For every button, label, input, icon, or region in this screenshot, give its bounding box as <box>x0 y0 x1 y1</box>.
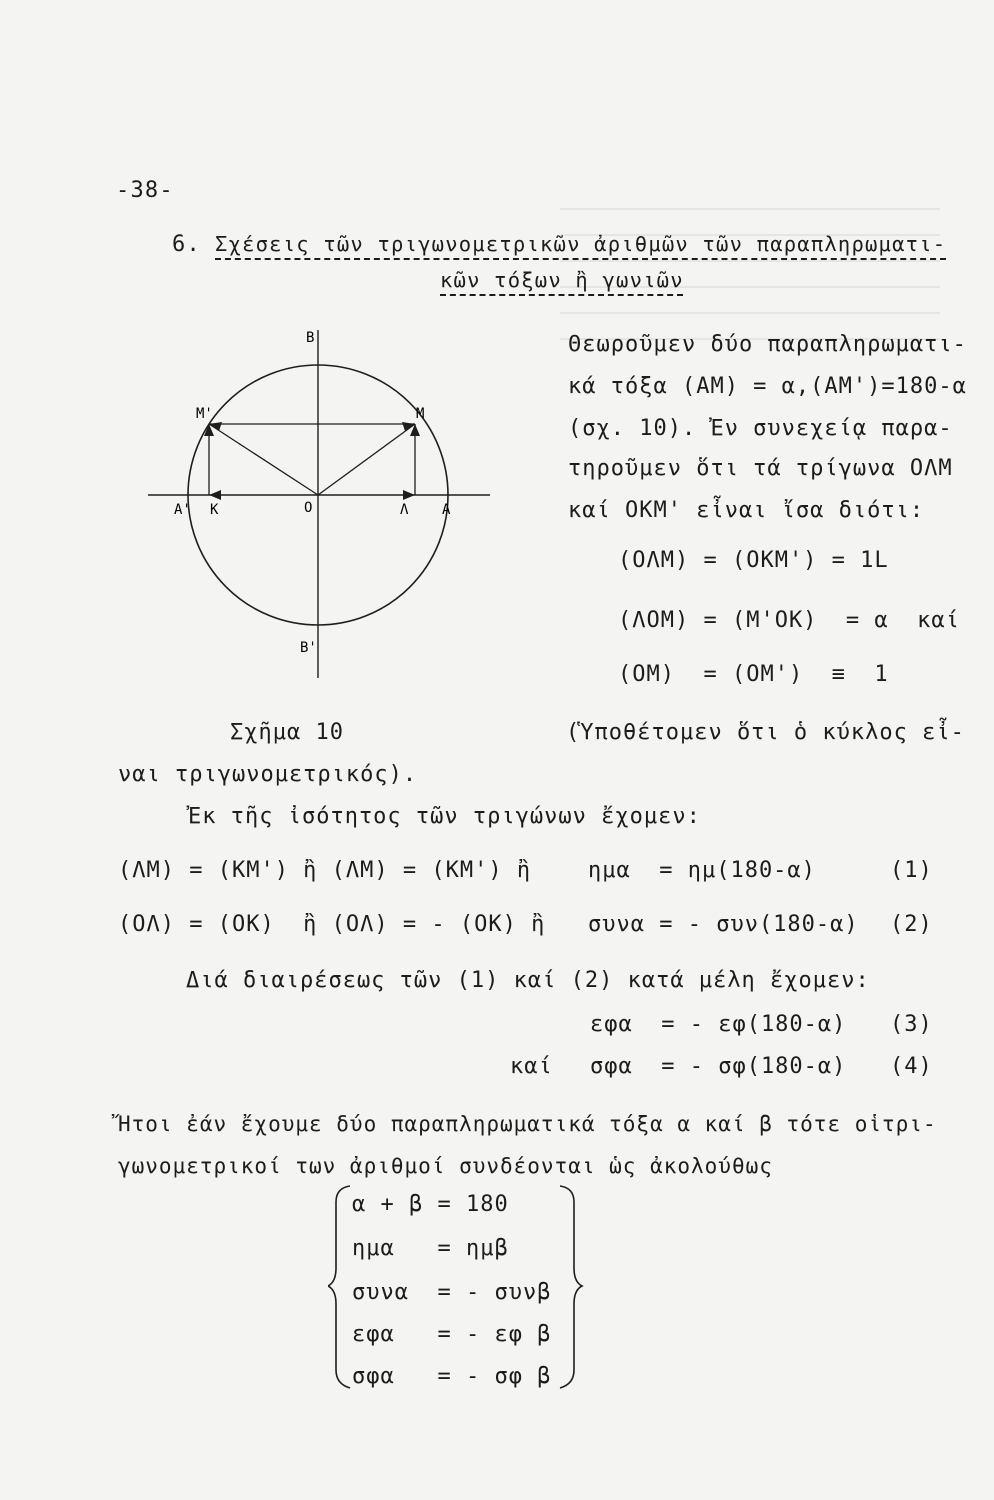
unit-circle-figure <box>140 318 500 688</box>
right-text-line: κά τόξα (AM) = α,(AM')=180-α <box>568 374 967 399</box>
radius-OM <box>318 424 415 495</box>
equality-line: (OM) = (OM') ≡ 1 <box>618 662 889 687</box>
conclusion-line2: γωνομετρικοί των ἀριθμοί συνδέονται ὡς ἀκολούθως <box>118 1154 773 1178</box>
equation-left: (OΛ) = (OK) ἢ (OΛ) = - (OK) ἢ <box>118 912 546 937</box>
equation-mid: συνα = - συν(180-α) <box>588 912 859 937</box>
equality-line: (OΛM) = (OKM') = 1L <box>618 548 889 573</box>
label-Lambda: Λ <box>400 502 409 518</box>
page-number: -38- <box>116 178 174 203</box>
equation-number: (2) <box>890 912 933 937</box>
section-number: 6. <box>172 232 201 257</box>
from-equality-text: Ἐκ τῆς ἰσότητος τῶν τριγώνων ἔχομεν: <box>188 804 701 829</box>
equation-number: (4) <box>890 1054 933 1079</box>
right-text-line: τηροῦμεν ὅτι τά τρίγωνα OΛM <box>568 456 953 481</box>
label-A-prime: A' <box>174 502 191 518</box>
right-text-line: (σχ. 10). Ἐν συνεχείᾳ παρα- <box>568 416 953 441</box>
equation-mid: εφα = - εφ(180-α) <box>590 1012 847 1037</box>
left-brace <box>328 1186 350 1388</box>
system-line: συνα = - συνβ <box>352 1280 552 1305</box>
label-M-prime: M' <box>196 406 213 422</box>
conclusion-line1: Ἤτοι ἐάν ἔχουμε δύο παραπληρωματικά τόξα α καί β τότε οἱτρι- <box>118 1112 937 1136</box>
equation-mid: ημα = ημ(180-α) <box>588 858 816 883</box>
equality-line: (ΛOM) = (M'OK) = α καί <box>618 608 960 633</box>
arrowhead <box>403 490 415 500</box>
arrowhead <box>209 490 221 500</box>
equation-number: (1) <box>890 858 933 883</box>
label-K: K <box>210 502 219 518</box>
figure-caption: Σχῆμα 10 <box>230 720 344 745</box>
hypothesis-text: (Ὑποθέτομεν ὅτι ὁ κύκλος εἶ- <box>566 720 965 745</box>
equation-mid: σφα = - σφ(180-α) <box>590 1054 847 1079</box>
label-O: O <box>304 500 313 516</box>
right-text-line: Θεωροῦμεν δύο παραπληρωματι- <box>568 332 967 357</box>
right-text-line: καί OKM' εἶναι ἴσα διότι: <box>568 498 925 523</box>
system-line: εφα = - εφ β <box>352 1322 552 1347</box>
equation-number: (3) <box>890 1012 933 1037</box>
right-brace <box>560 1186 582 1388</box>
label-M: M <box>416 406 425 422</box>
label-B-prime: B' <box>300 640 317 656</box>
section-title-line2: κῶν τόξων ἢ γωνιῶν <box>440 268 684 292</box>
hypothesis-text-cont: ναι τριγωνομετρικός). <box>118 762 418 787</box>
system-line: ημα = ημβ <box>352 1236 509 1261</box>
system-line: α + β = 180 <box>352 1192 509 1217</box>
label-A: A <box>442 502 451 518</box>
equation-prefix: καί <box>510 1054 553 1079</box>
equation-left: (ΛM) = (KM') ἢ (ΛM) = (KM') ἢ <box>118 858 532 883</box>
label-B: B <box>306 330 315 346</box>
system-line: σφα = - σφ β <box>352 1364 552 1389</box>
radius-OM-prime <box>209 424 318 495</box>
section-title-line1: Σχέσεις τῶν τριγωνομετρικῶν ἀριθμῶν τῶν παραπληρωματι- <box>215 232 947 256</box>
division-text: Διά διαιρέσεως τῶν (1) καί (2) κατά μέλη ἔχομεν: <box>186 968 870 993</box>
